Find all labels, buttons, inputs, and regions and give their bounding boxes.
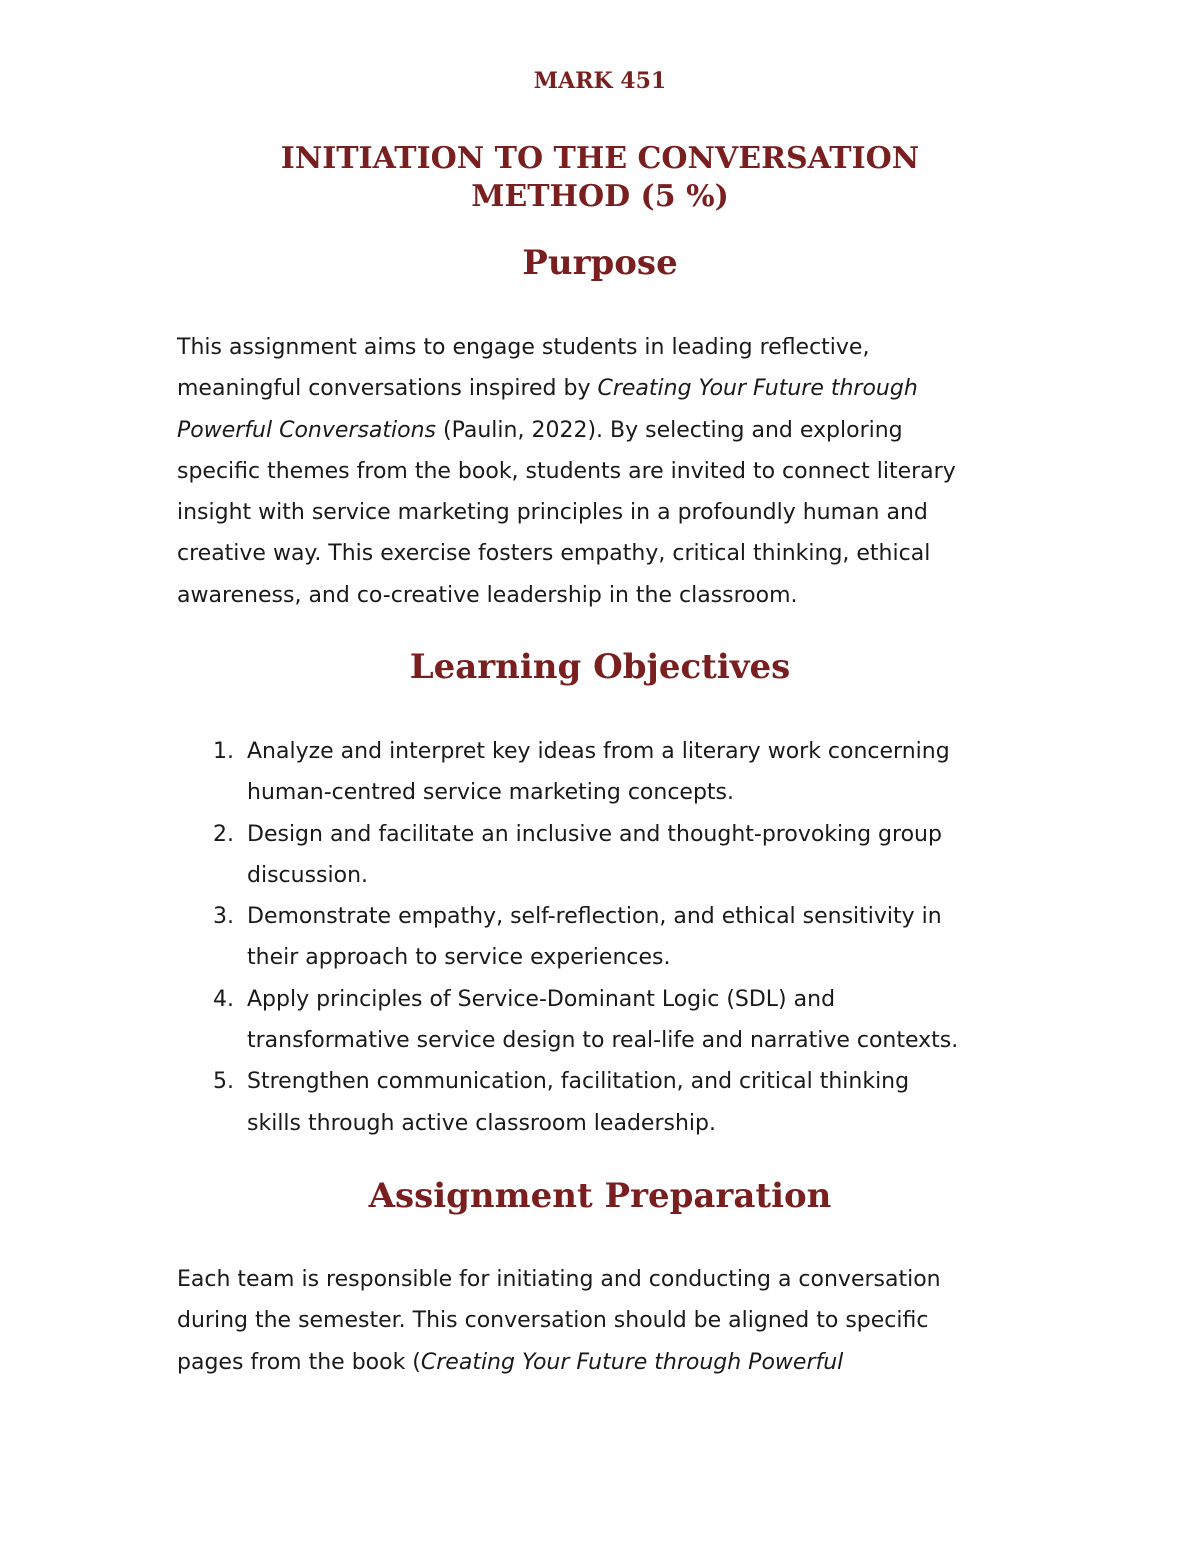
purpose-line bbox=[177, 368, 1037, 409]
book-title: Powerful Conversations bbox=[177, 417, 437, 443]
purpose-line: creative way. This exercise fosters empathy, critical thinking, ethical bbox=[177, 541, 931, 567]
preparation-text: pages from the book ( bbox=[177, 1349, 421, 1375]
purpose-heading: Purpose bbox=[522, 243, 678, 283]
assignment-preparation-heading: Assignment Preparation bbox=[368, 1176, 832, 1216]
learning-objectives-heading: Learning Objectives bbox=[409, 647, 791, 687]
preparation-line: during the semester. This conversation should be aligned to specific bbox=[177, 1308, 929, 1334]
objective-item bbox=[177, 896, 1057, 979]
purpose-line bbox=[177, 410, 1037, 451]
objective-number: 1. bbox=[213, 739, 234, 764]
objective-text: Strengthen communication, facilitation, and critical thinking bbox=[247, 1069, 910, 1095]
objective-text: Design and facilitate an inclusive and thought-provoking group bbox=[247, 821, 942, 847]
purpose-paragraph bbox=[177, 327, 1037, 616]
book-title: Creating Your Future through Powerful bbox=[420, 1349, 844, 1375]
preparation-line: Each team is responsible for initiating and conducting a conversation bbox=[177, 1267, 941, 1292]
objective-number: 3. bbox=[213, 904, 234, 930]
objective-text: skills through active classroom leadership. bbox=[247, 1110, 716, 1136]
book-title: Creating Your Future through bbox=[597, 376, 918, 402]
purpose-text: (Paulin, 2022). By selecting and exploring bbox=[436, 417, 903, 443]
objective-text: Analyze and interpret key ideas from a literary work concerning bbox=[247, 739, 950, 764]
purpose-line: insight with service marketing principles in a profoundly human and bbox=[177, 500, 928, 526]
purpose-line: This assignment aims to engage students in leading reflective, bbox=[177, 335, 870, 360]
learning-objectives-list bbox=[177, 731, 1057, 1144]
objective-text: discussion. bbox=[247, 862, 369, 888]
objective-text: Demonstrate empathy, self-reflection, and ethical sensitivity in bbox=[247, 904, 942, 930]
document-title bbox=[200, 140, 1000, 216]
objective-number: 4. bbox=[213, 986, 234, 1012]
objective-text: transformative service design to real-life and narrative contexts. bbox=[247, 1028, 959, 1054]
purpose-line: specific themes from the book, students are invited to connect literary bbox=[177, 458, 956, 484]
objective-item bbox=[177, 814, 1057, 897]
course-code: MARK 451 bbox=[533, 68, 667, 94]
objective-item bbox=[177, 731, 1057, 814]
objective-item bbox=[177, 1061, 1057, 1144]
preparation-paragraph bbox=[177, 1259, 1037, 1383]
objective-number: 2. bbox=[213, 821, 234, 847]
purpose-line: awareness, and co-creative leadership in the classroom. bbox=[177, 582, 798, 608]
objective-text: human-centred service marketing concepts. bbox=[247, 780, 734, 806]
objective-text: their approach to service experiences. bbox=[247, 945, 671, 971]
title-line-2: METHOD (5 %) bbox=[471, 179, 729, 214]
preparation-line bbox=[177, 1342, 1037, 1383]
objective-number: 5. bbox=[213, 1069, 234, 1095]
objective-text: Apply principles of Service-Dominant Logic (SDL) and bbox=[247, 986, 836, 1012]
purpose-text: meaningful conversations inspired by bbox=[177, 376, 598, 402]
objective-item bbox=[177, 979, 1057, 1062]
title-line-1: INITIATION TO THE CONVERSATION bbox=[280, 141, 920, 176]
